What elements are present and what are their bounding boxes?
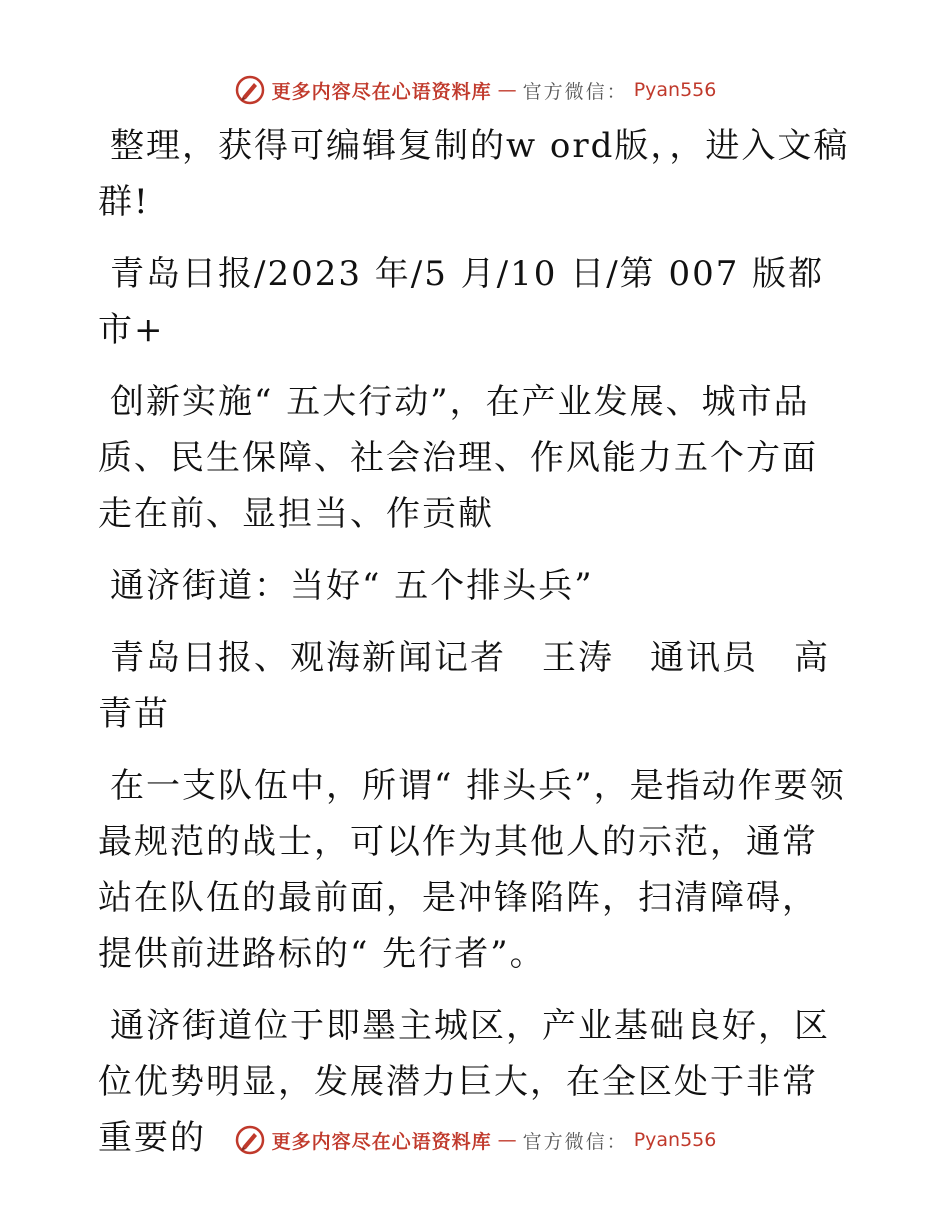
headline-lead: 创新实施“ 五大行动”，在产业发展、城市品质、民生保障、社会治理、作风能力五个方面走在前、显担当、作贡献 [98, 382, 818, 534]
header-banner [0, 70, 950, 110]
banner-content [234, 74, 717, 106]
pen-heart-logo-icon [234, 1124, 266, 1156]
article-title: 通济街道：当好“ 五个排头兵” [110, 566, 594, 606]
banner-site-name: 更多内容尽在心语资料库 [271, 80, 492, 103]
banner-dash: — [497, 1129, 517, 1151]
banner-wechat-handle: Pyan556 [633, 1129, 717, 1151]
document-body [98, 118, 853, 1182]
banner-content [234, 1124, 717, 1156]
source-line: 青岛日报/2023 年/5 月/10 日/第 007 版都市+ [98, 254, 825, 350]
body-paragraph: 在一支队伍中，所谓“ 排头兵”，是指动作要领最规范的战士，可以作为其他人的示范，通常站在队伍的最前面，是冲锋陷阵，扫清障碍，提供前进路标的“ 先行者”。 [98, 766, 846, 974]
banner-dash: — [497, 79, 517, 101]
byline: 青岛日报、观海新闻记者 王涛 通讯员 高青苗 [98, 638, 830, 734]
banner-site-name: 更多内容尽在心语资料库 [271, 1130, 492, 1153]
banner-wechat-handle: Pyan556 [633, 79, 717, 101]
banner-wechat-label: 官方微信： [522, 80, 628, 103]
intro-paragraph: 整理，获得可编辑复制的w ord版，，进入文稿群! [98, 126, 850, 222]
footer-banner [0, 1120, 950, 1160]
body-paragraph: 通济街道位于即墨主城区，产业基础良好，区位优势明显，发展潜力巨大，在全区处于非常重要的 [98, 1006, 830, 1158]
pen-heart-logo-icon [234, 74, 266, 106]
banner-wechat-label: 官方微信： [522, 1130, 628, 1153]
